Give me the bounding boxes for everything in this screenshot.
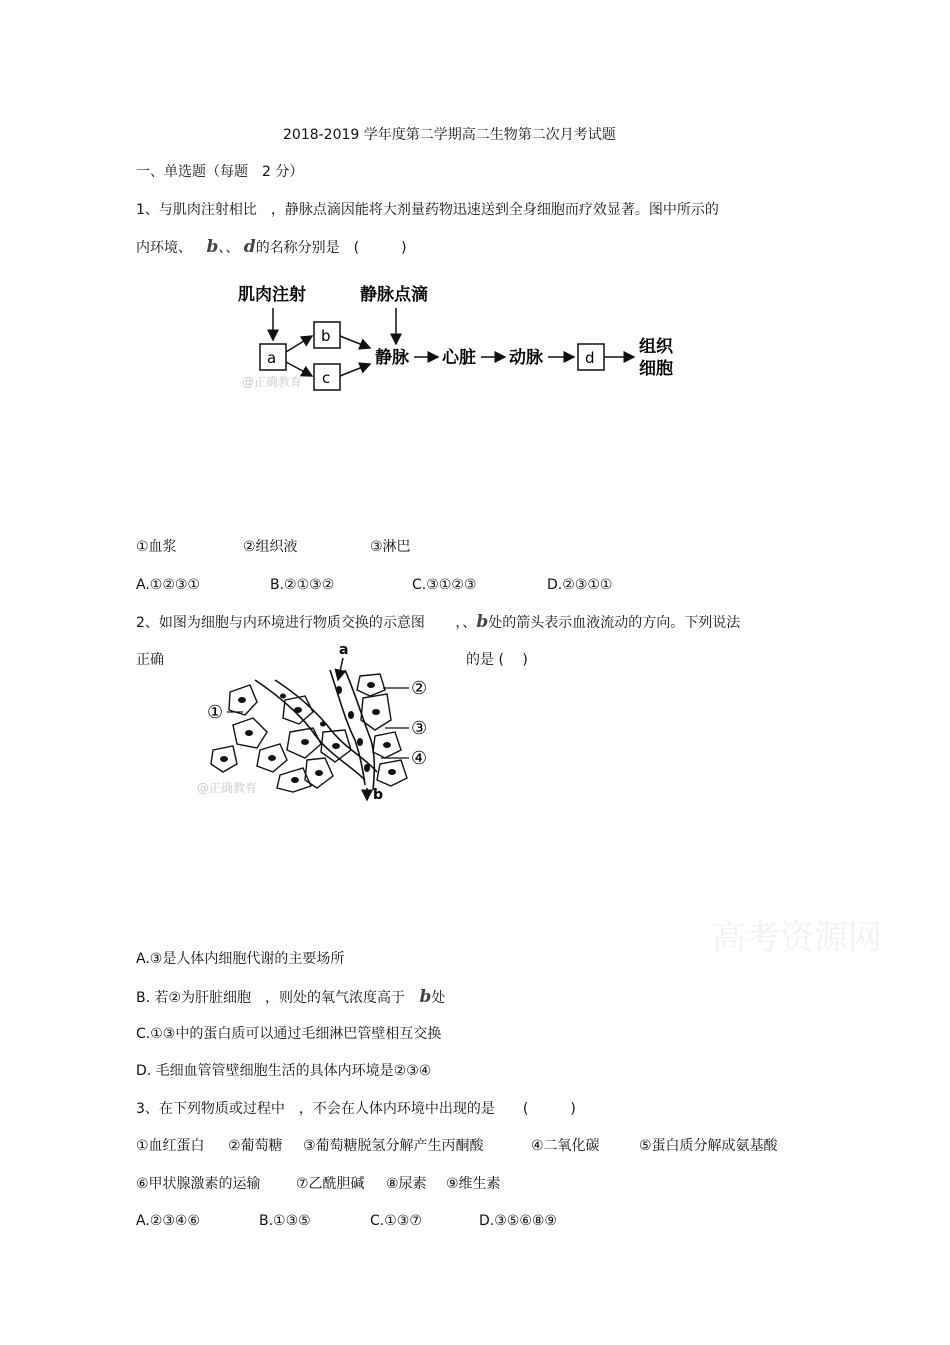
blood-vessel-wall-2 — [345, 670, 374, 790]
q1-stem-part-e: 的名称分别是 ( ) — [255, 240, 407, 256]
label-tissue-line1: 组织 — [639, 337, 673, 357]
label-n2: ② — [411, 678, 428, 699]
q1-choice-def-3: ③淋巴 — [370, 539, 411, 555]
q3-option-c[interactable]: C.①③⑦ — [370, 1213, 422, 1229]
box-b-label: b — [321, 327, 331, 345]
nucleus — [294, 707, 302, 713]
q2-stem-left: 正确 — [136, 652, 164, 668]
arrow-a-to-b — [286, 336, 312, 352]
label-tissue-line2: 细胞 — [639, 359, 673, 379]
q1-stem-italic-b: b — [206, 237, 219, 257]
box-a-label: a — [267, 349, 277, 367]
q1-option-a[interactable]: A.①②③① — [136, 577, 200, 593]
q3-item-5: ⑤蛋白质分解成氨基酸 — [639, 1138, 778, 1154]
arrow-a — [338, 658, 343, 680]
q2-option-b-tail: 处 — [431, 990, 446, 1006]
section-heading: 一、单选题（每题 2 分） — [136, 164, 304, 180]
nucleus — [388, 769, 396, 775]
q3-item-1: ①血红蛋白 — [136, 1138, 205, 1154]
nucleus — [367, 682, 375, 688]
q1-option-b[interactable]: B.②①③② — [270, 577, 335, 593]
q2-stem-italic-b: b — [476, 612, 489, 632]
q2-option-c[interactable]: C.①③中的蛋白质可以通过毛细淋巴管壁相互交换 — [136, 1026, 442, 1042]
faint-watermark: 高考资源网 — [712, 918, 882, 958]
lymph-cell — [320, 722, 326, 727]
q3-item-4: ④二氧化碳 — [531, 1138, 600, 1154]
q2-stem-line1 — [136, 613, 740, 632]
blood-cell — [364, 764, 370, 772]
q2-stem-right: 的是 ( ) — [466, 652, 528, 668]
blood-cell — [348, 711, 354, 719]
arrow-b-to-vein — [340, 336, 370, 348]
q2-option-d[interactable]: D. 毛细血管管壁细胞生活的具体内环境是②③④ — [136, 1063, 432, 1079]
q2-stem-part-b: ，、 — [455, 615, 477, 631]
box-d-label: d — [585, 349, 595, 367]
q2-stem-part-a: 2、如图为细胞与内环境进行物质交换的示意图 — [136, 615, 425, 631]
q1-choice-def-2: ②组织液 — [243, 539, 298, 555]
q3-option-a[interactable]: A.②③④⑥ — [136, 1213, 200, 1229]
q3-stem: 3、在下列物质或过程中 ，不会在人体内环境中出现的是 ( ) — [136, 1101, 576, 1117]
q3-item-8: ⑧尿素 — [386, 1176, 427, 1192]
q1-flow-diagram — [230, 276, 700, 406]
q2-diagram-watermark: @正确教育 — [197, 781, 258, 795]
q1-stem-part-c: 、、 — [218, 240, 240, 256]
q1-stem-italic-d: d — [243, 237, 256, 257]
q1-diagram-watermark: @正确教育 — [242, 375, 303, 389]
q3-item-9: ⑨维生素 — [446, 1176, 501, 1192]
label-a: a — [339, 642, 349, 658]
q1-stem-line2 — [136, 238, 407, 257]
nucleus — [238, 697, 246, 703]
q3-item-3: ③葡萄糖脱氢分解产生丙酮酸 — [303, 1138, 484, 1154]
q3-item-2: ②葡萄糖 — [228, 1138, 283, 1154]
q3-option-b[interactable]: B.①③⑤ — [259, 1213, 311, 1229]
blood-cell — [336, 686, 342, 694]
blood-vessel-wall-1 — [330, 670, 365, 785]
blood-cell — [357, 738, 363, 746]
page-title: 2018-2019 学年度第二学期高二生物第二次月考试题 — [283, 127, 616, 143]
nucleus — [291, 777, 299, 783]
arrow-a-to-c — [286, 362, 312, 376]
box-c-label: c — [322, 369, 331, 387]
label-vein: 静脉 — [375, 348, 409, 368]
q3-item-6: ⑥甲状腺激素的运输 — [136, 1176, 261, 1192]
lymph-cell — [280, 694, 286, 699]
nucleus — [268, 755, 276, 761]
label-n4: ④ — [411, 748, 428, 769]
label-n1: ① — [207, 702, 224, 723]
nucleus — [245, 730, 253, 736]
q3-option-d[interactable]: D.③⑤⑥⑧⑨ — [479, 1213, 557, 1229]
q2-option-b-italic: b — [419, 987, 432, 1007]
q1-stem-line1: 1、与肌肉注射相比 ，静脉点滴因能将大剂量药物迅速送到全身细胞而疗效显著。图中所示的 — [136, 202, 719, 218]
label-n3: ③ — [411, 718, 428, 739]
nucleus — [383, 742, 391, 748]
q2-option-b[interactable] — [136, 988, 445, 1007]
nucleus — [332, 743, 340, 749]
q1-choice-def-1: ①血浆 — [136, 539, 177, 555]
q1-stem-part-a: 内环境、 — [136, 240, 192, 256]
q2-cell-diagram — [195, 640, 445, 805]
label-b: b — [373, 787, 384, 803]
q3-item-7: ⑦乙酰胆碱 — [296, 1176, 365, 1192]
q1-option-c[interactable]: C.③①②③ — [412, 577, 477, 593]
q2-option-b-text: B. 若②为肝脏细胞 ，则处的氧气浓度高于 — [136, 990, 406, 1006]
nucleus — [372, 709, 380, 715]
tissue-cells — [211, 674, 407, 792]
label-muscle-injection: 肌肉注射 — [238, 285, 306, 305]
q2-stem-part-c: 处的箭头表示血液流动的方向。下列说法 — [488, 615, 741, 631]
capillary-wall-2 — [275, 680, 377, 772]
capillary-wall-1 — [255, 680, 365, 780]
label-artery: 动脉 — [509, 348, 543, 368]
label-heart: 心脏 — [442, 348, 476, 368]
q1-option-d[interactable]: D.②③①① — [547, 577, 613, 593]
label-iv-drip: 静脉点滴 — [360, 285, 428, 305]
nucleus — [301, 739, 309, 745]
arrow-c-to-vein — [340, 364, 370, 376]
q2-option-a[interactable]: A.③是人体内细胞代谢的主要场所 — [136, 951, 345, 967]
nucleus — [220, 756, 228, 762]
nucleus — [315, 770, 323, 776]
